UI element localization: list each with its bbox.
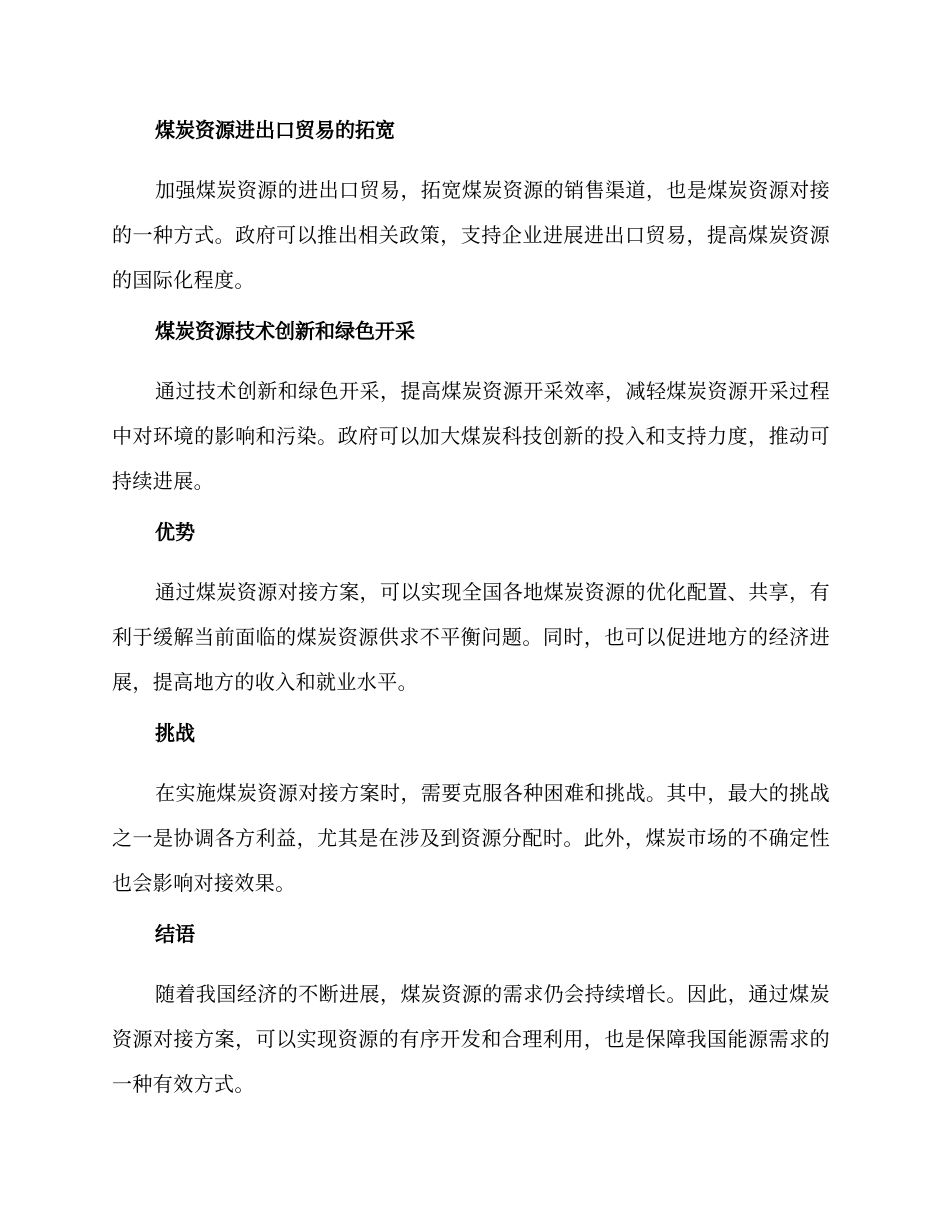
section-paragraph: 通过煤炭资源对接方案，可以实现全国各地煤炭资源的优化配置、共享，有利于缓解当前面临的煤炭资源供求不平衡问题。同时，也可以促进地方的经济进展，提高地方的收入和就业水平。 [112, 580, 830, 694]
section-paragraph: 加强煤炭资源的进出口贸易，拓宽煤炭资源的销售渠道，也是煤炭资源对接的一种方式。政府可以推出相关政策，支持企业进展进出口贸易，提高煤炭资源的国际化程度。 [112, 178, 830, 292]
section-heading: 结语 [155, 922, 195, 946]
section-heading: 煤炭资源技术创新和绿色开采 [155, 319, 415, 343]
section-paragraph: 随着我国经济的不断进展，煤炭资源的需求仍会持续增长。因此，通过煤炭资源对接方案，可以实现资源的有序开发和合理利用，也是保障我国能源需求的一种有效方式。 [112, 982, 830, 1096]
section-challenges [112, 718, 830, 906]
section-heading: 优势 [155, 520, 195, 544]
section-trade [112, 115, 830, 303]
section-paragraph: 通过技术创新和绿色开采，提高煤炭资源开采效率，减轻煤炭资源开采过程中对环境的影响和污染。政府可以加大煤炭科技创新的投入和支持力度，推动可持续进展。 [112, 379, 830, 493]
section-advantages [112, 517, 830, 705]
section-technology [112, 316, 830, 504]
section-heading: 挑战 [155, 721, 195, 745]
section-conclusion [112, 919, 830, 1107]
section-paragraph: 在实施煤炭资源对接方案时，需要克服各种困难和挑战。其中，最大的挑战之一是协调各方利益，尤其是在涉及到资源分配时。此外，煤炭市场的不确定性也会影响对接效果。 [112, 781, 830, 895]
section-heading: 煤炭资源进出口贸易的拓宽 [155, 118, 395, 142]
